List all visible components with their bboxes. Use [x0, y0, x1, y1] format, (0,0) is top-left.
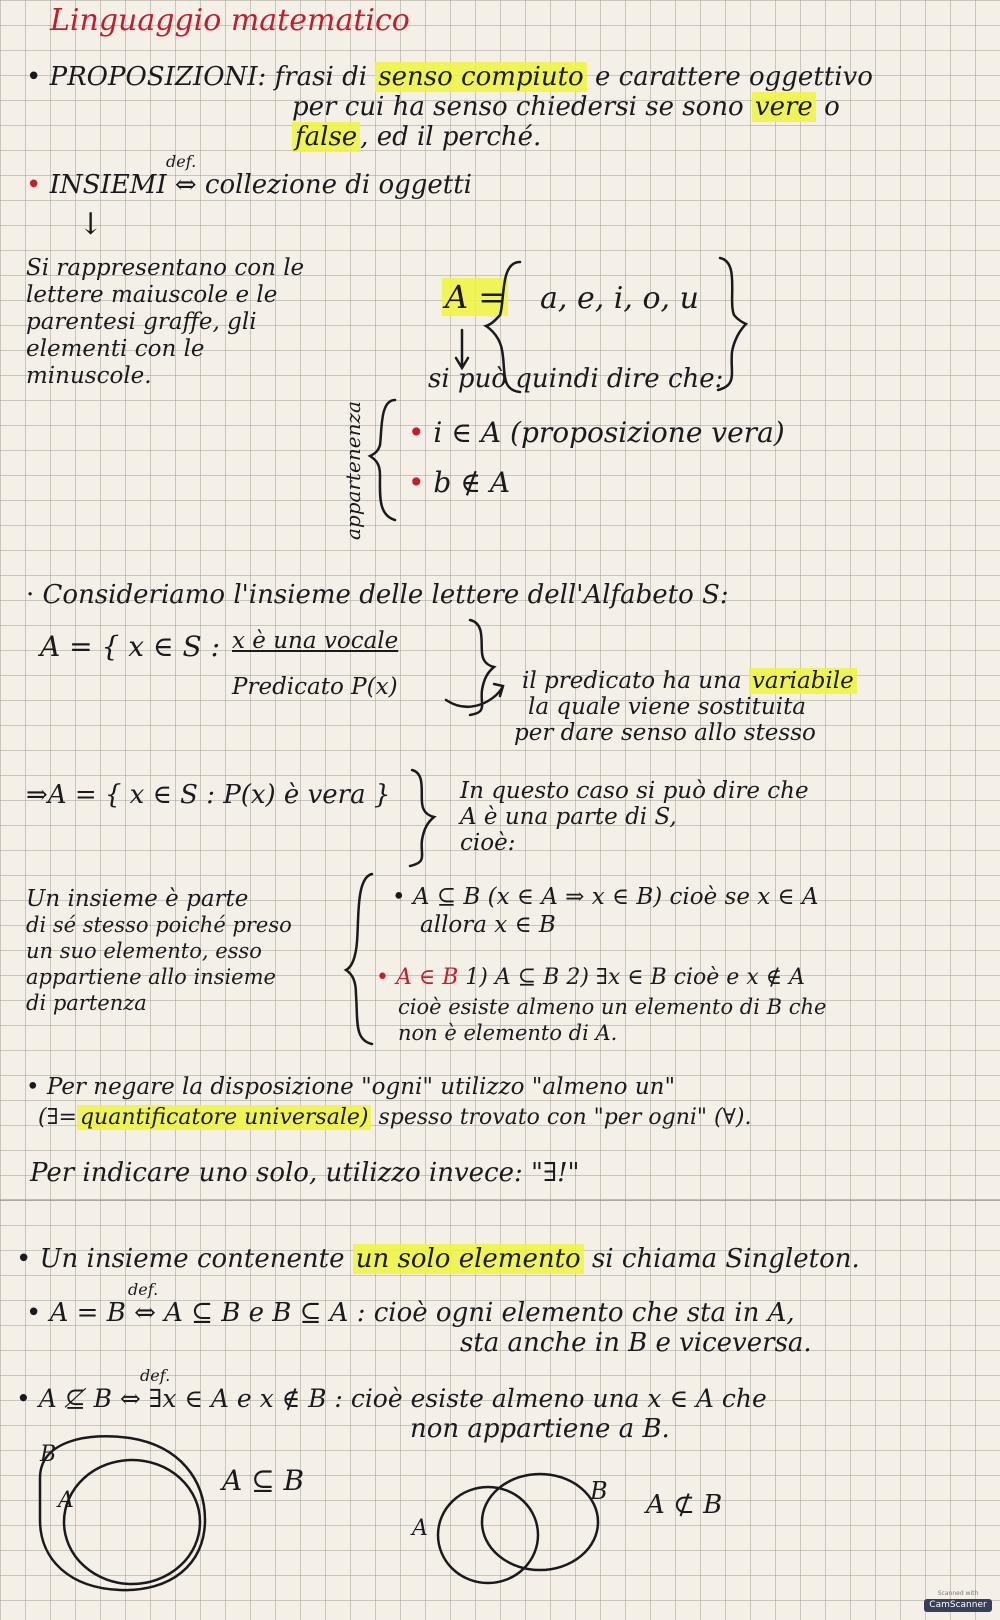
formula: b ∉ A — [433, 466, 511, 499]
parte-brace — [346, 874, 372, 1044]
stamp-top-text: Scanned with — [937, 1590, 979, 1597]
parte-left-1: Un insieme è parte — [26, 886, 249, 912]
note: (proposizione vera) — [510, 416, 785, 449]
formula: i ∈ A — [433, 416, 502, 449]
text: cioè esiste almeno una x ∈ A che — [350, 1384, 767, 1413]
def-label: def. — [128, 1280, 159, 1299]
highlight: variabile — [749, 668, 857, 694]
insiemi-desc-5: minuscole. — [26, 363, 152, 389]
diagram-1-caption: A ⊆ B — [222, 1464, 305, 1497]
camscanner-logo: CamScanner — [924, 1599, 992, 1612]
predicato-note-2: la quale viene sostituita — [528, 694, 807, 720]
implies-line: ⇒A = { x ∈ S : P(x) è vera } — [26, 780, 391, 810]
insiemi-desc-2: lettere maiuscole e le — [26, 282, 278, 308]
diagram-2-b-label: B — [590, 1477, 608, 1505]
caso-line-2: A è una parte di S, — [460, 804, 677, 830]
text: 1) A ⊆ B 2) ∃x ∈ B cioè e x ∉ A — [465, 965, 805, 990]
iff-arrow: ⇔ — [174, 170, 197, 200]
text: per cui ha senso chiedersi se sono — [292, 92, 744, 122]
parte-r1-cont: allora x ∈ B — [420, 912, 556, 938]
formula: A ⊈ B ⇔ ∃x ∈ A e x ∉ B : — [38, 1384, 343, 1413]
camscanner-stamp — [924, 1590, 992, 1614]
text: e carattere oggettivo — [594, 62, 873, 92]
def-label: def. — [140, 1366, 171, 1385]
text: (x ∈ A ⇒ x ∈ B) cioè se x ∈ A — [487, 884, 819, 910]
formula: • A ⊆ B — [392, 884, 481, 910]
predicato-note-3: per dare senso allo stesso — [514, 720, 816, 746]
parte-r2-cont-2: non è elemento di A. — [398, 1021, 618, 1045]
bullet: • — [408, 416, 425, 449]
text: Un insieme contenente — [39, 1244, 345, 1274]
set-a-right-brace — [718, 258, 746, 390]
quant-line-3: Per indicare uno solo, utilizzo invece: "∃!" — [30, 1158, 580, 1188]
text: cioè ogni elemento che sta in A, — [373, 1298, 795, 1328]
appartenenza-label: appartenenza — [341, 401, 365, 540]
text: frasi di — [274, 62, 368, 92]
down-arrow-icon: ↓ — [78, 207, 104, 242]
proposizioni-term: PROPOSIZIONI: — [49, 62, 267, 92]
highlight: false — [292, 122, 360, 152]
text: Per negare la disposizione "ogni" utilizzo "almeno un" — [46, 1074, 676, 1100]
diagram-1-outer-label: B — [40, 1442, 57, 1467]
text: , ed il perché. — [360, 122, 542, 152]
insiemi-desc-1: Si rappresentano con le — [26, 255, 305, 281]
set-a-symbol: A = — [442, 278, 508, 316]
insiemi-desc-3: parentesi graffe, gli — [26, 309, 257, 335]
bullet: • — [26, 62, 42, 92]
non-inclusione-line-2: non appartiene a B. — [410, 1414, 670, 1444]
set-a-elements: a, e, i, o, u — [540, 281, 699, 316]
can-say-line: si può quindi dire che: — [428, 364, 724, 394]
bullet: • — [26, 170, 42, 200]
text: collezione di oggetti — [204, 170, 472, 200]
formula: • A ∈ B — [376, 965, 459, 990]
text: Consideriamo l'insieme delle lettere dell'Alfabeto S: — [42, 580, 729, 610]
highlight: senso compiuto — [375, 62, 586, 92]
highlight: un solo elemento — [353, 1244, 584, 1274]
predicato-label: Predicato P(x) — [232, 674, 398, 700]
set-a-left-brace — [486, 262, 520, 392]
text: (∃= — [38, 1105, 77, 1130]
formula: A = B ⇔ A ⊆ B e B ⊆ A : — [49, 1298, 366, 1328]
uguaglianza-line-2: sta anche in B e viceversa. — [460, 1328, 812, 1358]
parte-r2-cont-1: cioè esiste almeno un elemento di B che — [398, 995, 827, 1019]
caso-line-3: cioè: — [460, 830, 516, 856]
text: spesso trovato con "per ogni" (∀). — [378, 1105, 752, 1130]
diagram-2-a-label: A — [412, 1516, 428, 1541]
bullet: • — [26, 1074, 40, 1100]
parte-left-4: appartiene allo insieme — [26, 965, 276, 989]
def-label: def. — [166, 152, 197, 171]
implies-close-brace — [410, 770, 434, 866]
bullet: • — [26, 1298, 42, 1328]
highlight: quantificatore universale) — [77, 1105, 372, 1130]
bullet: · — [26, 580, 35, 610]
parte-left-5: di partenza — [26, 991, 147, 1015]
insiemi-term: INSIEMI — [49, 170, 167, 200]
predicato-pointer — [446, 684, 503, 707]
text: o — [824, 92, 840, 122]
caso-line-1: In questo caso si può dire che — [460, 778, 809, 804]
diagram-1-inner-label: A — [58, 1488, 74, 1513]
diagram-not-subset-set-b — [482, 1474, 598, 1570]
bullet: • — [408, 466, 425, 499]
bullet: • — [16, 1384, 31, 1413]
appartenenza-brace — [370, 400, 395, 520]
diagram-2-caption: A ⊄ B — [646, 1490, 723, 1520]
highlight: vere — [752, 92, 816, 122]
set-a-pointer — [456, 330, 468, 368]
bullet: • — [16, 1244, 32, 1274]
parte-left-3: un suo elemento, esso — [26, 939, 262, 963]
page-title: Linguaggio matematico — [50, 3, 410, 38]
text: si chiama Singleton. — [591, 1244, 860, 1274]
parte-left-2: di sé stesso poiché preso — [26, 913, 292, 937]
insiemi-desc-4: elementi con le — [26, 336, 205, 362]
set-builder: A = { x ∈ S : — [40, 630, 221, 663]
text: il predicato ha una — [522, 668, 742, 694]
diagram-not-subset — [438, 1474, 598, 1583]
diagram-subset-inner-a — [64, 1460, 200, 1584]
set-condition: x è una vocale — [232, 628, 399, 654]
